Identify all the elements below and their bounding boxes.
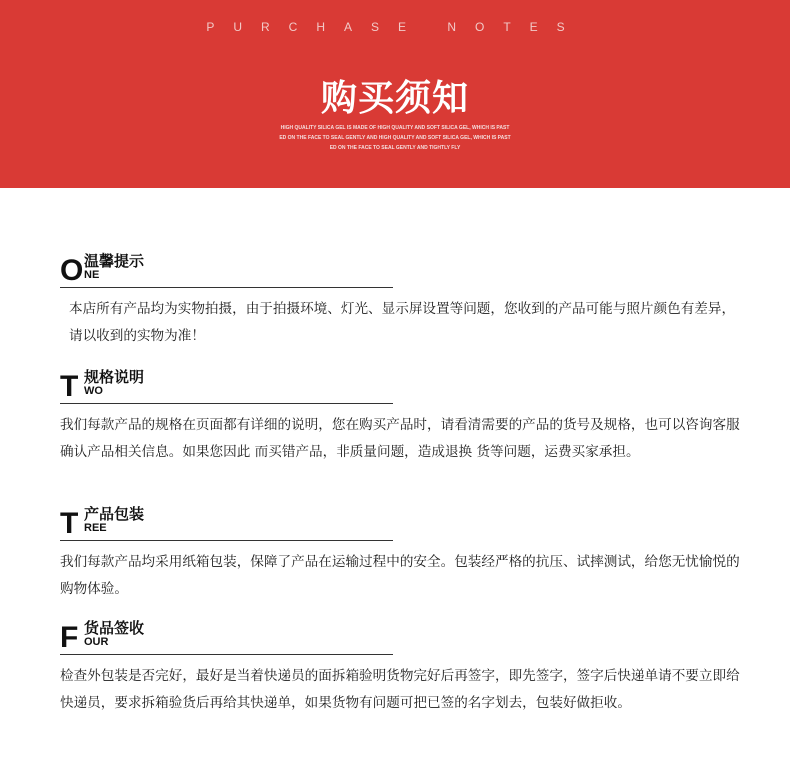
section-divider bbox=[60, 654, 393, 655]
section-initial-letter: T bbox=[60, 507, 79, 540]
section-body: 我们每款产品均采用纸箱包装，保障了产品在运输过程中的安全。包装经严格的抗压、试摔测试，给您无忧愉悦的购物体验。 bbox=[60, 554, 740, 597]
banner-title: 购买须知 bbox=[320, 78, 469, 119]
banner-small-text-1: HIGH QUALITY SILICA GEL IS MADE OF HIGH QUALITY AND SOFT SILICA GEL, WHICH IS PAST bbox=[280, 125, 510, 131]
section-title: 产品包装 bbox=[84, 505, 145, 523]
section-subtitle: WO bbox=[84, 385, 103, 397]
header-banner bbox=[0, 0, 790, 188]
section-header bbox=[60, 362, 740, 402]
section-subtitle: NE bbox=[84, 269, 100, 281]
section-title: 规格说明 bbox=[84, 368, 145, 386]
banner-small-text-2: ED ON THE FACE TO SEAL GENTLY AND HIGH QUALITY AND SOFT SILICA GEL, WHICH IS PAST bbox=[279, 135, 511, 141]
banner-english-title: PURCHASE NOTES bbox=[206, 20, 584, 34]
section-specs bbox=[60, 362, 740, 460]
section-header bbox=[60, 246, 740, 286]
section-header bbox=[60, 499, 740, 539]
section-header bbox=[60, 613, 740, 653]
section-initial-letter: O bbox=[60, 254, 84, 287]
section-initial-letter: F bbox=[60, 621, 79, 654]
section-tips bbox=[60, 246, 740, 344]
section-subtitle: OUR bbox=[84, 636, 109, 648]
section-divider bbox=[60, 287, 393, 288]
section-divider bbox=[60, 403, 393, 404]
section-body: 我们每款产品的规格在页面都有详细的说明，您在购买产品时，请看清需要的产品的货号及规格，也可以咨询客服确认产品相关信息。如果您因此 而买错产品，非质量问题，造成退换 货等问题，运费买家承担。 bbox=[60, 417, 740, 460]
section-divider bbox=[60, 540, 393, 541]
section-title: 货品签收 bbox=[84, 619, 145, 637]
banner-small-text-3: ED ON THE FACE TO SEAL GENTLY AND TIGHTLY FLY bbox=[329, 145, 461, 151]
section-receipt bbox=[60, 613, 740, 711]
section-title: 温馨提示 bbox=[84, 252, 145, 270]
section-subtitle: REE bbox=[84, 522, 107, 534]
section-body: 检查外包装是否完好，最好是当着快递员的面拆箱验明货物完好后再签字，即先签字，签字后快递单请不要立即给快递员，要求拆箱验货后再给其快递单，如果货物有问题可把已签的名字划去，包装好做拒收。 bbox=[60, 668, 740, 711]
section-packaging bbox=[60, 499, 740, 597]
section-initial-letter: T bbox=[60, 370, 79, 403]
section-body: 本店所有产品均为实物拍摄，由于拍摄环境、灯光、显示屏设置等问题，您收到的产品可能与照片颜色有差异，请以收到的实物为准！ bbox=[69, 301, 736, 344]
